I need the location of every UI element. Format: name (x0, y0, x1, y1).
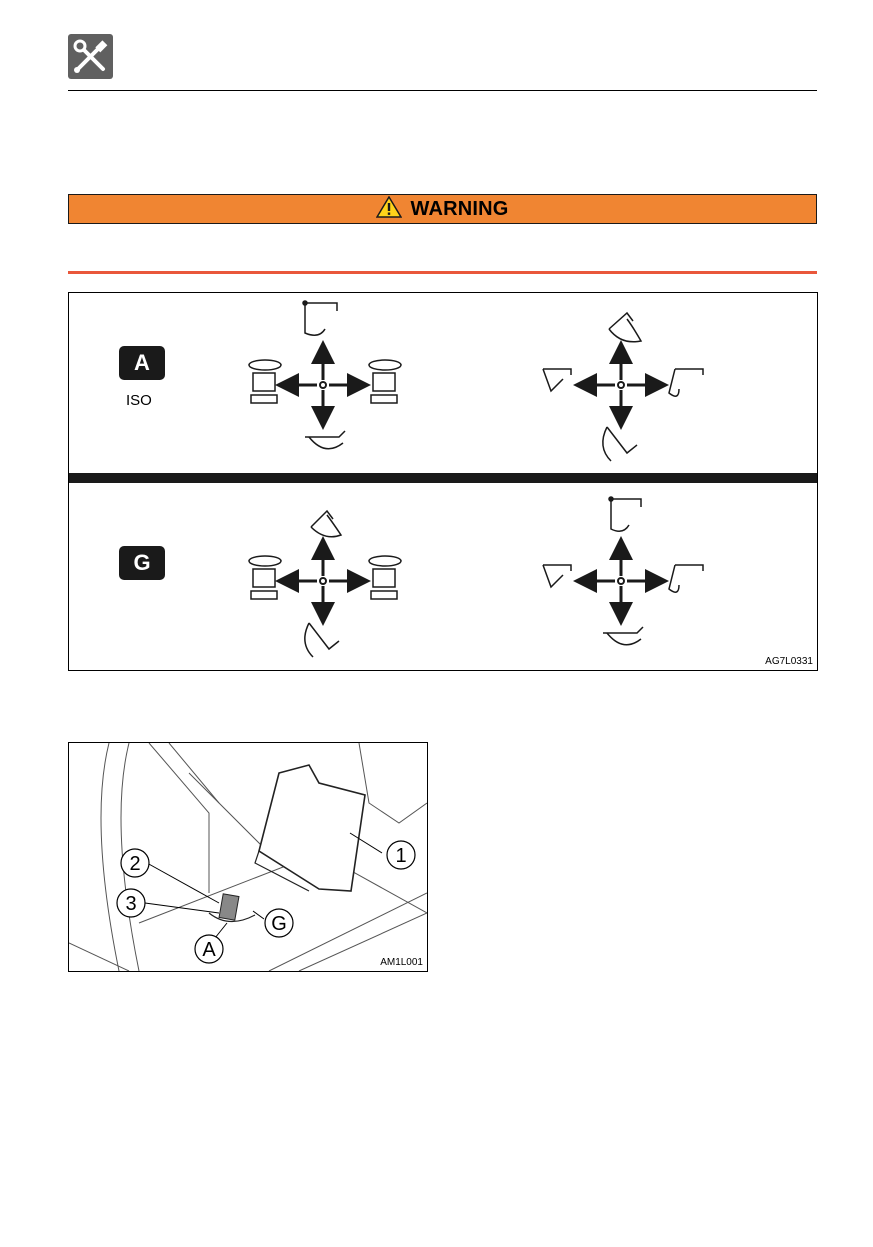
right-lever-diagram-g (529, 493, 729, 663)
callout-a: A (202, 939, 216, 961)
selector-valve-illustration (69, 743, 427, 971)
pattern-selector-illustration (68, 742, 428, 972)
warning-banner (68, 194, 817, 224)
control-pattern-figure (68, 292, 818, 671)
pattern-badge-a: A (119, 346, 165, 380)
section-rule (68, 271, 817, 274)
left-lever-diagram-g (229, 493, 429, 663)
header-rule (68, 90, 817, 91)
warning-label: WARNING (410, 197, 509, 220)
figure-code: AG7L0331 (765, 656, 813, 667)
illustration-code: AM1L001 (380, 957, 423, 968)
callout-2: 2 (129, 853, 141, 875)
callout-1: 1 (395, 845, 407, 867)
pattern-badge-g: G (119, 546, 165, 580)
callout-g: G (271, 913, 287, 935)
pattern-divider (69, 473, 817, 483)
right-lever-diagram-a (529, 297, 729, 467)
warning-triangle-icon (376, 196, 402, 223)
callout-3: 3 (125, 893, 137, 915)
left-lever-diagram-a (229, 297, 429, 467)
pattern-iso-label: ISO (126, 392, 152, 409)
tools-icon (68, 34, 113, 79)
